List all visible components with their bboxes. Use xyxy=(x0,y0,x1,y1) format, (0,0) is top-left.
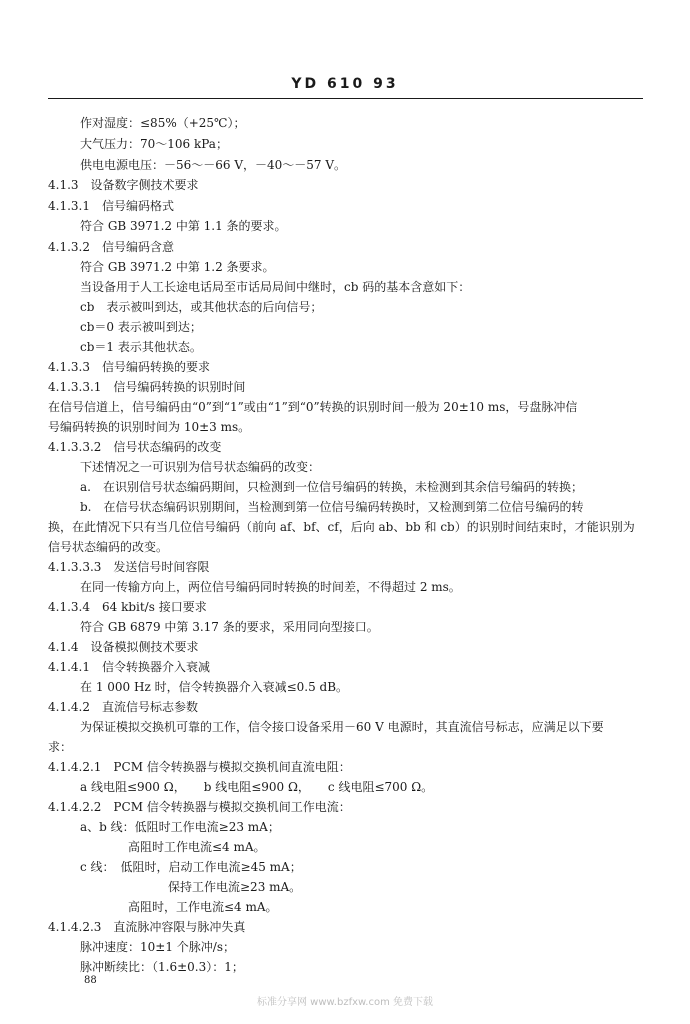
section-heading: 4.1.3.3.2 信号状态编码的改变 xyxy=(48,440,222,454)
section-heading: 4.1.3.2 信号编码含意 xyxy=(48,240,174,254)
text-line: cb＝0 表示被叫到达； xyxy=(80,320,202,334)
text-line: 脉冲速度：10±1 个脉冲/s； xyxy=(80,940,235,954)
page-number: 88 xyxy=(84,975,97,986)
text-line: 下述情况之一可识别为信号状态编码的改变： xyxy=(80,460,321,474)
list-item: b. 在信号状态编码识别期间，当检测到第一位信号编码转换时，又检测到第二位信号编码的转 xyxy=(80,500,584,514)
text-line: 高阻时，工作电流≤4 mA。 xyxy=(128,900,278,914)
section-heading: 4.1.4.2.1 PCM 信令转换器与模拟交换机间直流电阻： xyxy=(48,760,351,774)
text-line: a、b 线：低阻时工作电流≥23 mA； xyxy=(80,820,280,834)
text-line: 脉冲断续比：（1.6±0.3）：1； xyxy=(80,960,244,974)
section-heading: 4.1.3.1 信号编码格式 xyxy=(48,199,174,213)
text-line: cb 表示被叫到达，或其他状态的后向信号； xyxy=(80,300,323,314)
text-line: 作对湿度：≤85%（+25℃）； xyxy=(80,116,246,130)
section-heading: 4.1.3 设备数字侧技术要求 xyxy=(48,178,199,192)
section-heading: 4.1.4.2.3 直流脉冲容限与脉冲失真 xyxy=(48,920,246,934)
section-heading: 4.1.3.3.1 信号编码转换的识别时间 xyxy=(48,380,246,394)
text-line: 保持工作电流≥23 mA。 xyxy=(168,880,302,894)
text-line: 在 1 000 Hz 时，信令转换器介入衰减≤0.5 dB。 xyxy=(80,680,349,694)
section-heading: 4.1.3.4 64 kbit/s 接口要求 xyxy=(48,600,207,614)
text-line: 符合 GB 3971.2 中第 1.2 条要求。 xyxy=(80,260,275,274)
section-heading: 4.1.4 设备模拟侧技术要求 xyxy=(48,640,199,654)
text-line: 高阻时工作电流≤4 mA。 xyxy=(128,840,266,854)
watermark-text: 标准分享网 www.bzfxw.com 免费下载 xyxy=(257,997,433,1008)
text-line: cb＝1 表示其他状态。 xyxy=(80,340,202,354)
section-heading: 4.1.4.2.2 PCM 信令转换器与模拟交换机间工作电流： xyxy=(48,800,351,814)
text-line: 符合 GB 6879 中第 3.17 条的要求，采用同向型接口。 xyxy=(80,620,379,634)
list-item: a. 在识别信号状态编码期间，只检测到一位信号编码的转换，未检测到其余信号编码的转换； xyxy=(80,480,583,494)
text-line: a 线电阻≤900 Ω， b 线电阻≤900 Ω， c 线电阻≤700 Ω。 xyxy=(80,780,434,794)
text-line: 大气压力：70～106 kPa； xyxy=(80,137,228,151)
text-line: 在信号信道上，信号编码由“0”到“1”或由“1”到“0”转换的识别时间一般为 20±10 ms，号盘脉冲信 xyxy=(48,400,578,414)
text-line: 符合 GB 3971.2 中第 1.1 条的要求。 xyxy=(80,219,287,233)
section-heading: 4.1.4.1 信令转换器介入衰减 xyxy=(48,660,210,674)
text-line: 供电电源电压：－56～－66 V，－40～－57 V。 xyxy=(80,158,347,172)
text-line: 在同一传输方向上，两位信号编码同时转换的时间差，不得超过 2 ms。 xyxy=(80,580,461,594)
section-heading: 4.1.3.3 信号编码转换的要求 xyxy=(48,360,210,374)
standard-number-header: YD 610 93 xyxy=(291,76,399,92)
text-line: c 线： 低阻时，启动工作电流≥45 mA； xyxy=(80,860,302,874)
section-heading: 4.1.3.3.3 发送信号时间容限 xyxy=(48,560,210,574)
text-line: 号编码转换的识别时间为 10±3 ms。 xyxy=(48,420,251,434)
text-line: 为保证模拟交换机可靠的工作，信令接口设备采用－60 V 电源时，其直流信号标志，应满足以下要 xyxy=(80,720,604,734)
section-heading: 4.1.4.2 直流信号标志参数 xyxy=(48,700,198,714)
header-rule xyxy=(48,98,643,99)
text-line: 求： xyxy=(48,740,73,754)
text-line: 换，在此情况下只有当几位信号编码（前向 af、bf、cf，后向 ab、bb 和 cb）的识别时间结束时，才能识别为 xyxy=(48,520,635,534)
text-line: 当设备用于人工长途电话局至市话局局间中继时，cb 码的基本含意如下： xyxy=(80,280,471,294)
text-line: 信号状态编码的改变。 xyxy=(48,540,169,554)
